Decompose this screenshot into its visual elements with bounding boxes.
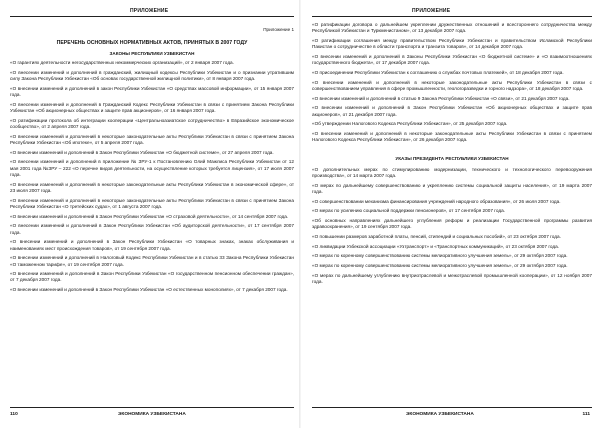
law-entry: «О ратификации договора о дальнейшем укреплении дружественных отношений и всестороннего сотрудничества между Республикой Узбекистан и Туркменистаном», от 13 декабря 2007 года.: [312, 22, 592, 34]
running-head: ПРИЛОЖЕНИЕ: [130, 8, 169, 14]
header-rule: [312, 16, 592, 17]
law-entry: «О внесении изменений и дополнений в Гражданский Кодекс Республики Узбекистан в связи с принятием Закона Республики Узбекистан «Об акционерных обществах и защите прав акционеров», от 16 января 2007 года.: [10, 101, 294, 113]
gutter-fold: [299, 0, 301, 428]
footer-rule: [312, 407, 592, 408]
right-page: [300, 0, 600, 428]
law-entry: «О внесении изменений и дополнений в некоторые законодательные акты Республики Узбекистан в связи с принятием Закона Республики Узбекистан «Об ипотеке», от 5 апреля 2007 года.: [10, 133, 294, 145]
right-page-content: [312, 22, 592, 400]
law-entry: «О внесении изменений и дополнений в Закон Республики Узбекистан «Об аудиторской деятельности», от 17 сентября 2007 года.: [10, 223, 294, 235]
law-entry: «О внесении изменений и дополнений в некоторые законодательные акты Республики Узбекистан в связи с принятием Закона Республики Узбекистан «О третейских судах», от 1 августа 2007 года.: [10, 197, 294, 209]
law-entry: «О внесении изменений и дополнений в закон Республики Узбекистан «О средствах массовой информации», от 15 января 2007 года.: [10, 85, 294, 97]
decree-entry: «О мерах по коренному совершенствованию системы мелиоративного улучшения земель», от 29 октября 2007 года.: [312, 253, 568, 259]
decree-list: [312, 167, 592, 286]
footer-title: ЭКОНОМИКА УЗБЕКИСТАНА: [406, 412, 474, 417]
law-entry: «О внесении изменений и дополнений в Закон Республики Узбекистан «О товарных знаках, знаках обслуживания и наименованиях мест происхождения товаров», от 19 сентября 2007 года.: [10, 239, 294, 251]
law-entry: «О внесении изменений и дополнений в некоторые законодательные акты Республики Узбекистан в экономической сфере», от 23 июля 2007 года.: [10, 181, 294, 193]
decree-entry: «О мерах по дальнейшему совершенствованию и укреплению системы социальной защиты населения», от 19 марта 2007 года.: [312, 182, 592, 194]
law-list: [10, 60, 294, 293]
law-entry: «О внесении изменений и дополнений в Закон Республики Узбекистан «О страховой деятельности», от 14 сентября 2007 года.: [10, 213, 289, 219]
decree-entry: «О повышении размеров заработной платы, пенсий, стипендий и социальных пособий», от 23 октября 2007 года.: [312, 233, 561, 239]
left-page-content: [10, 22, 294, 400]
decree-entry: «Об основных направлениях дальнейшего углубления реформ и реализации Государственной программы развития здравоохранения», от 19 сентября 2007 года.: [312, 217, 592, 230]
law-list-continued: [312, 22, 592, 144]
law-entry: «О внесении изменений и дополнений в приложение № ЗРУ-1 к Постановлению Олий Мажлиса Республики Узбекистан от 12 мая 2001 года №ЗРУ – 222 «О перечне видов деятельности, на осуществление которых требуется лицензия», от 17 июля 2007 года.: [10, 159, 294, 177]
law-entry: «О ратификации протокола об интеграции кооперации «Центральноазиатское сотрудничество» в Евразийское экономическое сообщество», от 2 апреля 2007 года.: [10, 117, 294, 129]
footer-title: ЭКОНОМИКА УЗБЕКИСТАНА: [118, 412, 186, 417]
law-entry: «О внесении изменений и дополнений в Закон Республики Узбекистан «О естественных монополиях», от 7 декабря 2007 года.: [10, 287, 288, 293]
law-entry: «О внесении изменений и дополнений в Закон Республики Узбекистан «О государственном пенсионном обеспечении граждан», от 7 декабря 2007 года.: [10, 271, 294, 283]
law-entry: «О гарантиях деятельности негосударственных некоммерческих организаций», от 2 января 2007 года.: [10, 60, 234, 65]
law-entry: «О внесении изменений и дополнений в Законы Республики Узбекистан «О бюджетной системе» и «О взаимоотношениях государственного бюджета», от 17 декабря 2007 года.: [312, 53, 592, 66]
decree-entry: «О мерах по коренному совершенствованию системы мелиоративного улучшения земель», от 29 октября 2007 года.: [312, 262, 568, 268]
section-title-laws: ЗАКОНЫ РЕСПУБЛИКИ УЗБЕКИСТАН: [109, 51, 195, 56]
decree-entry: «О мерах по дальнейшему углублению внутриотраслевой и межотраслевой промышленной кооперации», от 12 ноября 2007 года.: [312, 272, 592, 284]
law-entry: «О внесении изменений и дополнений в Закон Республики Узбекистан «Об акционерных обществах и защите прав акционеров», от 21 декабря 2007 года.: [312, 105, 592, 117]
decree-entry: «О мерах по усилению социальной поддержки пенсионеров», от 17 сентября 2007 года.: [312, 208, 506, 214]
running-head: ПРИЛОЖЕНИЕ: [412, 8, 451, 14]
law-entry: «О внесении изменений и дополнений в некоторые законодательные акты Республики Узбекистан в связи с совершенствованием управления в сфере промышленности, геологоразведки и горного надзора», от 18 декабря 2007 года.: [312, 79, 592, 91]
law-entry: «Об утверждении Налогового Кодекса Республики Узбекистан», от 25 декабря 2007 года.: [312, 121, 508, 127]
law-entry: «О внесении изменений и дополнений в Налоговый Кодекс Республики Узбекистан и в статью 33 Закона Республики Узбекистан «О таможенном тарифе», от 19 сентября 2007 года.: [10, 255, 294, 267]
appendix-number: Приложение 1: [263, 27, 294, 32]
law-entry: «О внесении изменений и дополнений в некоторые законодательные акты Республики Узбекистан в связи с принятием Налогового Кодекса Республики Узбекистан», от 26 декабря 2007 года.: [312, 130, 592, 143]
decree-entry: «О дополнительных мерах по стимулированию модернизации, технического и технологического перевооружения производства», от 14 марта 2007 года.: [312, 166, 592, 178]
page-number: 110: [10, 412, 18, 417]
document-title: ПЕРЕЧЕНЬ ОСНОВНЫХ НОРМАТИВНЫХ АКТОВ, ПРИНЯТЫХ В 2007 ГОДУ: [56, 40, 248, 46]
decree-entry: «О ликвидации Узбекской ассоциации «Узтранспорт» и «Транспортных коммуникаций», от 23 октября 2007 года.: [312, 243, 560, 249]
decree-entry: «О совершенствовании механизма финансирования учреждений народного образования», от 26 июля 2007 года.: [312, 198, 561, 204]
header-rule: [10, 16, 294, 17]
law-entry: «О внесении изменений и дополнений в статью 9 Закона Республики Узбекистан «О связи», от 21 декабря 2007 года.: [312, 95, 570, 101]
law-entry: «О присоединении Республики Узбекистан к соглашению о службах почтовых платежей», от 18 декабря 2007 года.: [312, 69, 564, 75]
section-title-decrees: УКАЗЫ ПРЕЗИДЕНТА РЕСПУБЛИКИ УЗБЕКИСТАН: [395, 155, 509, 161]
law-entry: «О внесении изменений и дополнений в Закон Республики Узбекистан «О бюджетной системе», от 27 апреля 2007 года.: [10, 149, 274, 155]
page-number: 111: [582, 412, 590, 417]
law-entry: «О ратификации соглашения между правительством Республики Узбекистан и правительством Исламской Республики Пакистан о сотрудничестве в области транспорта и транзита товаров», от 14 декабря 2007 года.: [312, 37, 592, 50]
footer-rule: [10, 407, 294, 408]
law-entry: «О внесении изменений и дополнений в гражданский, жилищный кодексы Республики Узбекистан и о признании утратившим силу Закона Республики Узбекистан «Об основах государственной жилищной политики», от 8 января 2007 года.: [10, 69, 294, 81]
